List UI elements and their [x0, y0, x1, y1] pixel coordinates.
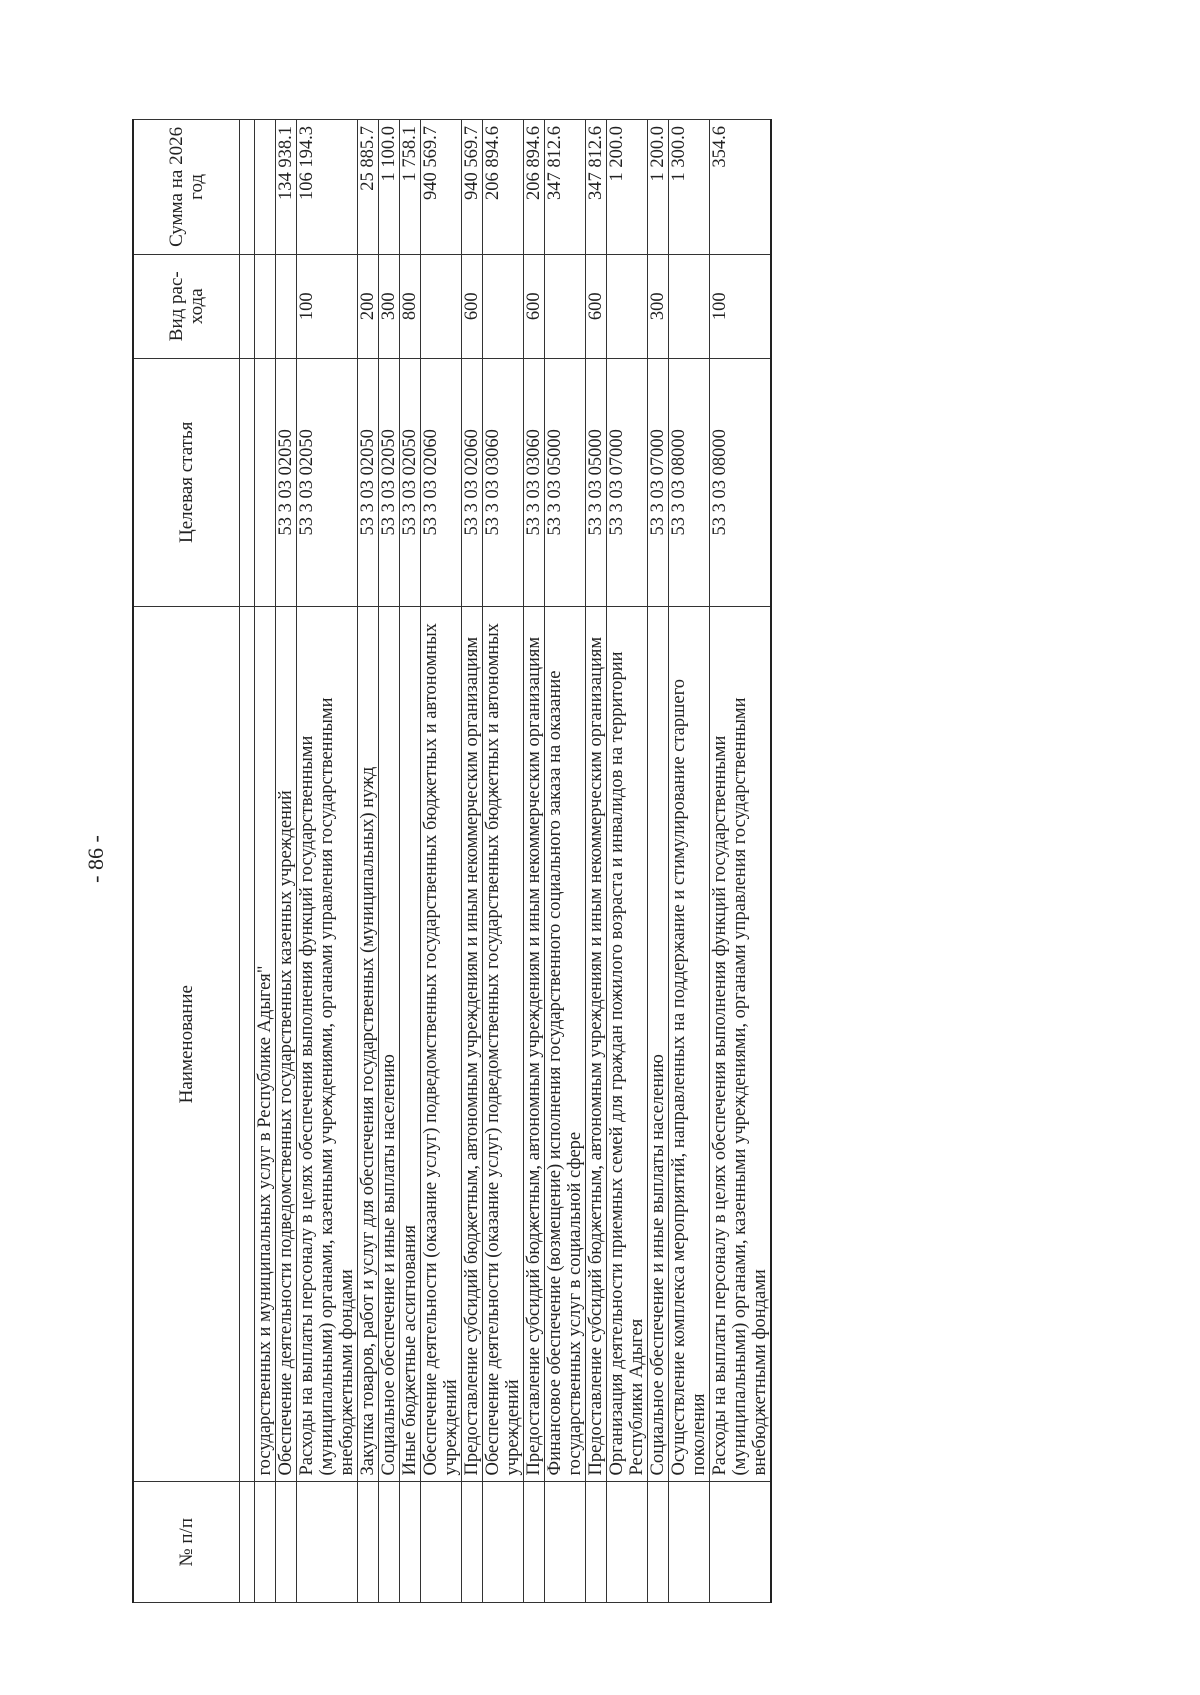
- table-row: [524, 120, 545, 1603]
- cell-amount: [240, 120, 255, 255]
- header-amount-2026: Сумма на 2026 год: [133, 120, 240, 255]
- cell-amount: 1 300.0: [669, 120, 710, 255]
- table-row: [276, 120, 297, 1603]
- cell-name: Расходы на выплаты персоналу в целях обеспечения выполнения функций государственными (муниципальными) органами, казенными учреждениями, органами управления государственными внебюджетными фондами: [297, 606, 358, 1482]
- cell-number: [255, 1482, 276, 1603]
- table-row: [462, 120, 483, 1603]
- table-row: [586, 120, 607, 1603]
- cell-amount: 106 194.3: [297, 120, 358, 255]
- cell-number: [462, 1482, 483, 1603]
- cell-name: Организация деятельности приемных семей для граждан пожилого возраста и инвалидов на территории Республики Адыгея: [607, 606, 648, 1482]
- cell-number: [483, 1482, 524, 1603]
- table-row: [240, 120, 255, 1603]
- cell-target-article: 53 3 03 07000: [607, 358, 648, 606]
- cell-amount: 1 200.0: [648, 120, 669, 255]
- cell-target-article: 53 3 03 08000: [669, 358, 710, 606]
- cell-number: [379, 1482, 400, 1603]
- cell-target-article: 53 3 03 03060: [524, 358, 545, 606]
- cell-expense-type: [255, 254, 276, 358]
- cell-number: [586, 1482, 607, 1603]
- table-row: [421, 120, 462, 1603]
- cell-target-article: 53 3 03 02050: [276, 358, 297, 606]
- cell-number: [607, 1482, 648, 1603]
- table-row: [400, 120, 421, 1603]
- rotated-table-container: [132, 119, 1134, 1603]
- cell-target-article: 53 3 03 07000: [648, 358, 669, 606]
- cell-number: [648, 1482, 669, 1603]
- cell-number: [400, 1482, 421, 1603]
- cell-amount: 347 812.6: [545, 120, 586, 255]
- cell-name: [240, 606, 255, 1482]
- cell-target-article: 53 3 03 02050: [358, 358, 379, 606]
- cell-name: Обеспечение деятельности (оказание услуг) подведомственных государственных бюджетных и автономных учреждений: [483, 606, 524, 1482]
- table-header: [133, 120, 240, 1603]
- cell-name: Закупка товаров, работ и услуг для обеспечения государственных (муниципальных) нужд: [358, 606, 379, 1482]
- table-row: [710, 120, 772, 1603]
- cell-expense-type: 600: [462, 254, 483, 358]
- cell-number: [276, 1482, 297, 1603]
- table-row: [358, 120, 379, 1603]
- cell-number: [240, 1482, 255, 1603]
- cell-expense-type: [276, 254, 297, 358]
- cell-target-article: 53 3 03 02060: [462, 358, 483, 606]
- table-row: [255, 120, 276, 1603]
- header-target-article: Целевая статья: [133, 358, 240, 606]
- cell-expense-type: 100: [710, 254, 772, 358]
- cell-amount: 206 894.6: [483, 120, 524, 255]
- cell-target-article: 53 3 03 03060: [483, 358, 524, 606]
- cell-name: Осуществление комплекса мероприятий, направленных на поддержание и стимулирование старшего поколения: [669, 606, 710, 1482]
- cell-expense-type: [607, 254, 648, 358]
- cell-amount: 1 100.0: [379, 120, 400, 255]
- cell-number: [710, 1482, 772, 1603]
- header-row: [133, 120, 240, 1603]
- cell-number: [358, 1482, 379, 1603]
- cell-amount: 1 200.0: [607, 120, 648, 255]
- cell-target-article: [255, 358, 276, 606]
- table-row: [297, 120, 358, 1603]
- cell-number: [669, 1482, 710, 1603]
- cell-name: Расходы на выплаты персоналу в целях обеспечения выполнения функций государственными (муниципальными) органами, казенными учреждениями, органами управления государственными внебюджетными фондами: [710, 606, 772, 1482]
- cell-expense-type: 200: [358, 254, 379, 358]
- cell-expense-type: 600: [586, 254, 607, 358]
- cell-amount: 347 812.6: [586, 120, 607, 255]
- cell-name: Обеспечение деятельности подведомственных государственных казенных учреждений: [276, 606, 297, 1482]
- cell-amount: 940 569.7: [421, 120, 462, 255]
- table-row: [545, 120, 586, 1603]
- cell-number: [421, 1482, 462, 1603]
- cell-amount: [255, 120, 276, 255]
- cell-expense-type: 600: [524, 254, 545, 358]
- cell-expense-type: [483, 254, 524, 358]
- cell-amount: 354.6: [710, 120, 772, 255]
- table-row: [379, 120, 400, 1603]
- cell-target-article: [240, 358, 255, 606]
- header-expense-type: Вид рас-хода: [133, 254, 240, 358]
- cell-expense-type: 300: [379, 254, 400, 358]
- cell-number: [297, 1482, 358, 1603]
- cell-amount: 1 758.1: [400, 120, 421, 255]
- cell-amount: 25 885.7: [358, 120, 379, 255]
- cell-target-article: 53 3 03 02050: [297, 358, 358, 606]
- cell-amount: 134 938.1: [276, 120, 297, 255]
- cell-name: Обеспечение деятельности (оказание услуг) подведомственных государственных бюджетных и автономных учреждений: [421, 606, 462, 1482]
- cell-name: Финансовое обеспечение (возмещение) исполнения государственного социального заказа на оказание государственных услуг в социальной сфере: [545, 606, 586, 1482]
- cell-target-article: 53 3 03 05000: [545, 358, 586, 606]
- cell-number: [545, 1482, 586, 1603]
- cell-name: Социальное обеспечение и иные выплаты населению: [379, 606, 400, 1482]
- header-number: № п/п: [133, 1482, 240, 1603]
- cell-amount: 206 894.6: [524, 120, 545, 255]
- cell-expense-type: 300: [648, 254, 669, 358]
- cell-target-article: 53 3 03 08000: [710, 358, 772, 606]
- cell-name: Иные бюджетные ассигнования: [400, 606, 421, 1482]
- cell-number: [524, 1482, 545, 1603]
- cell-target-article: 53 3 03 05000: [586, 358, 607, 606]
- header-name: Наименование: [133, 606, 240, 1482]
- table-row: [483, 120, 524, 1603]
- cell-name: государственных и муниципальных услуг в Республике Адыгея": [255, 606, 276, 1482]
- cell-expense-type: 800: [400, 254, 421, 358]
- cell-name: Предоставление субсидий бюджетным, автономным учреждениям и иным некоммерческим организациям: [462, 606, 483, 1482]
- cell-name: Предоставление субсидий бюджетным, автономным учреждениям и иным некоммерческим организациям: [586, 606, 607, 1482]
- table-row: [648, 120, 669, 1603]
- cell-name: Предоставление субсидий бюджетным, автономным учреждениям и иным некоммерческим организациям: [524, 606, 545, 1482]
- page-number: - 86 -: [82, 835, 108, 883]
- cell-expense-type: 100: [297, 254, 358, 358]
- cell-target-article: 53 3 03 02050: [400, 358, 421, 606]
- cell-expense-type: [240, 254, 255, 358]
- cell-amount: 940 569.7: [462, 120, 483, 255]
- table-body: [240, 120, 772, 1603]
- budget-table: [132, 119, 772, 1603]
- table-row: [607, 120, 648, 1603]
- cell-name: Социальное обеспечение и иные выплаты населению: [648, 606, 669, 1482]
- cell-expense-type: [421, 254, 462, 358]
- cell-expense-type: [669, 254, 710, 358]
- cell-target-article: 53 3 03 02050: [379, 358, 400, 606]
- cell-expense-type: [545, 254, 586, 358]
- cell-target-article: 53 3 03 02060: [421, 358, 462, 606]
- table-row: [669, 120, 710, 1603]
